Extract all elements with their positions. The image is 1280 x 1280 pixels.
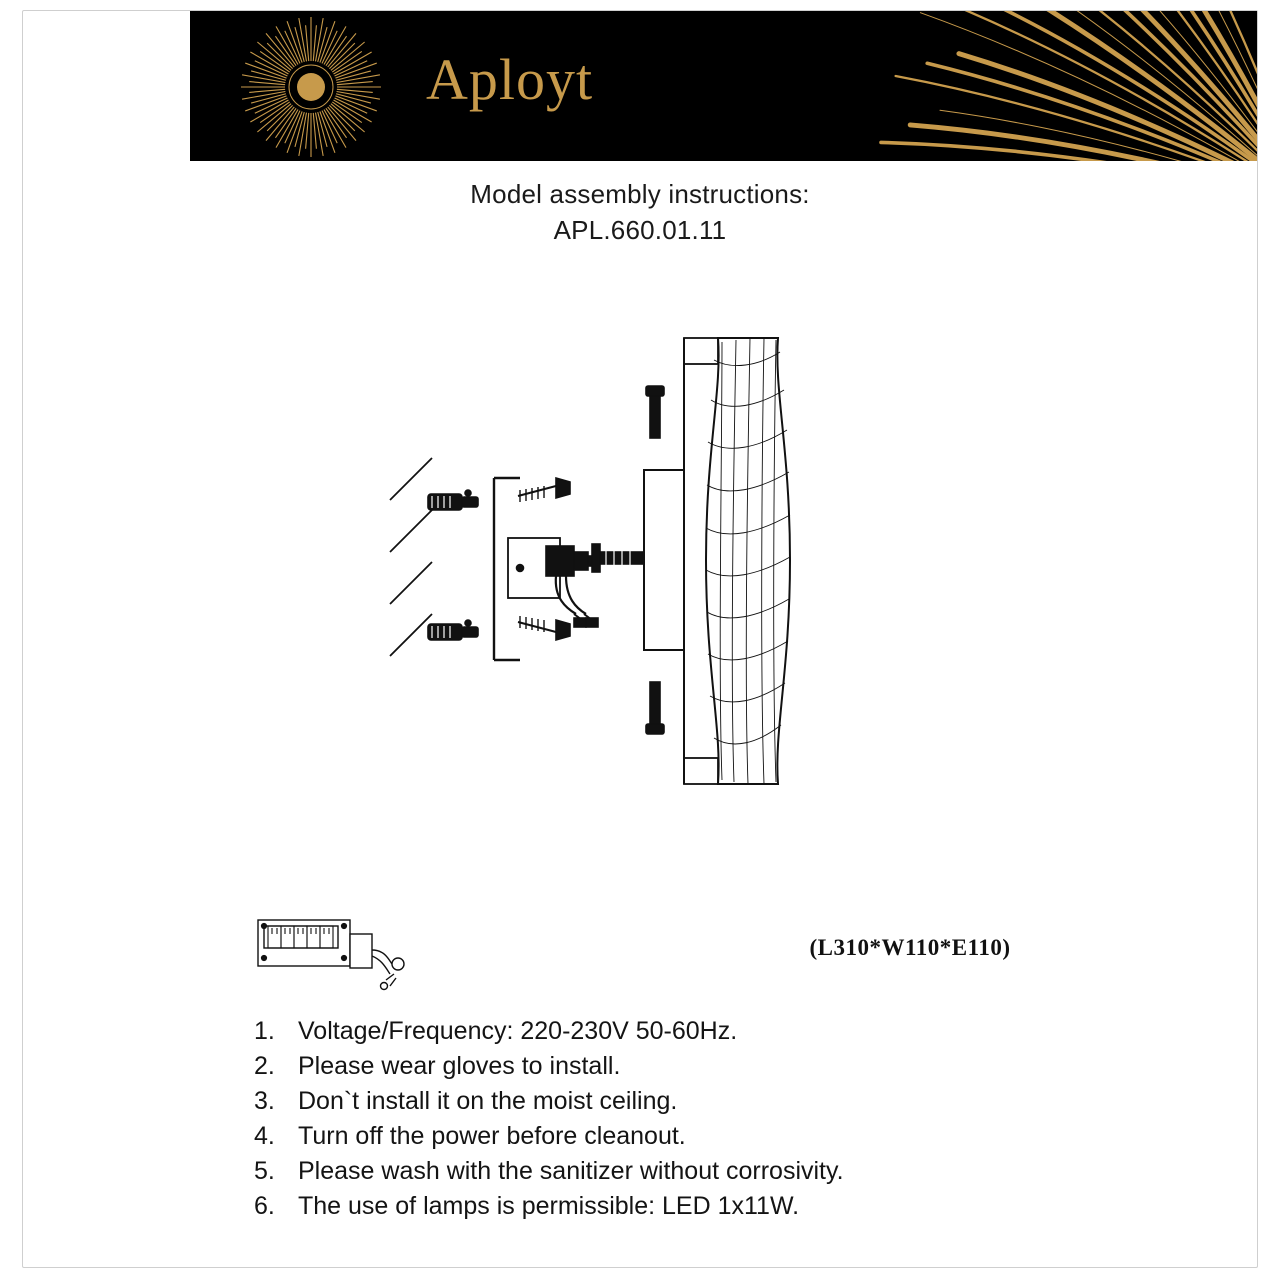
note-text: The use of lamps is permissible: LED 1x11W. — [298, 1192, 800, 1220]
brand-name: Aployt — [426, 47, 594, 112]
note-number: 1. — [254, 1017, 275, 1045]
list-item — [254, 1154, 1194, 1189]
brand-banner — [190, 11, 1257, 161]
list-item — [254, 1084, 1194, 1119]
lamp-back-plate — [644, 470, 684, 650]
led-driver-icon — [252, 910, 412, 1000]
title-line-1: Model assembly instructions: — [470, 179, 810, 209]
list-item — [254, 1119, 1194, 1154]
title-line-2: APL.660.01.11 — [553, 215, 727, 245]
note-text: Turn off the power before cleanout. — [298, 1122, 686, 1150]
notes-list — [254, 1014, 1194, 1224]
wall-hatch-lines — [390, 458, 432, 656]
note-text: Don`t install it on the moist ceiling. — [298, 1087, 678, 1115]
wall-lamp-assembly-diagram — [370, 330, 850, 830]
note-number: 4. — [254, 1122, 275, 1150]
sunburst-logo-icon — [238, 14, 384, 160]
dimensions-label: (L310*W110*E110) — [809, 935, 1011, 960]
note-text: Voltage/Frequency: 220-230V 50-60Hz. — [298, 1017, 738, 1045]
list-item — [254, 1189, 1194, 1224]
note-number: 3. — [254, 1087, 275, 1115]
note-number: 6. — [254, 1192, 275, 1220]
radial-rays-decoration-icon — [747, 11, 1257, 161]
list-item — [254, 1049, 1194, 1084]
note-text: Please wear gloves to install. — [298, 1052, 621, 1080]
note-text: Please wash with the sanitizer without corrosivity. — [298, 1157, 844, 1185]
list-item — [254, 1014, 1194, 1049]
page-title — [0, 176, 1280, 248]
wall-anchor-icons — [428, 490, 478, 640]
note-number: 5. — [254, 1157, 275, 1185]
note-number: 2. — [254, 1052, 275, 1080]
threaded-rod — [592, 544, 644, 572]
lamp-shade — [706, 338, 790, 784]
